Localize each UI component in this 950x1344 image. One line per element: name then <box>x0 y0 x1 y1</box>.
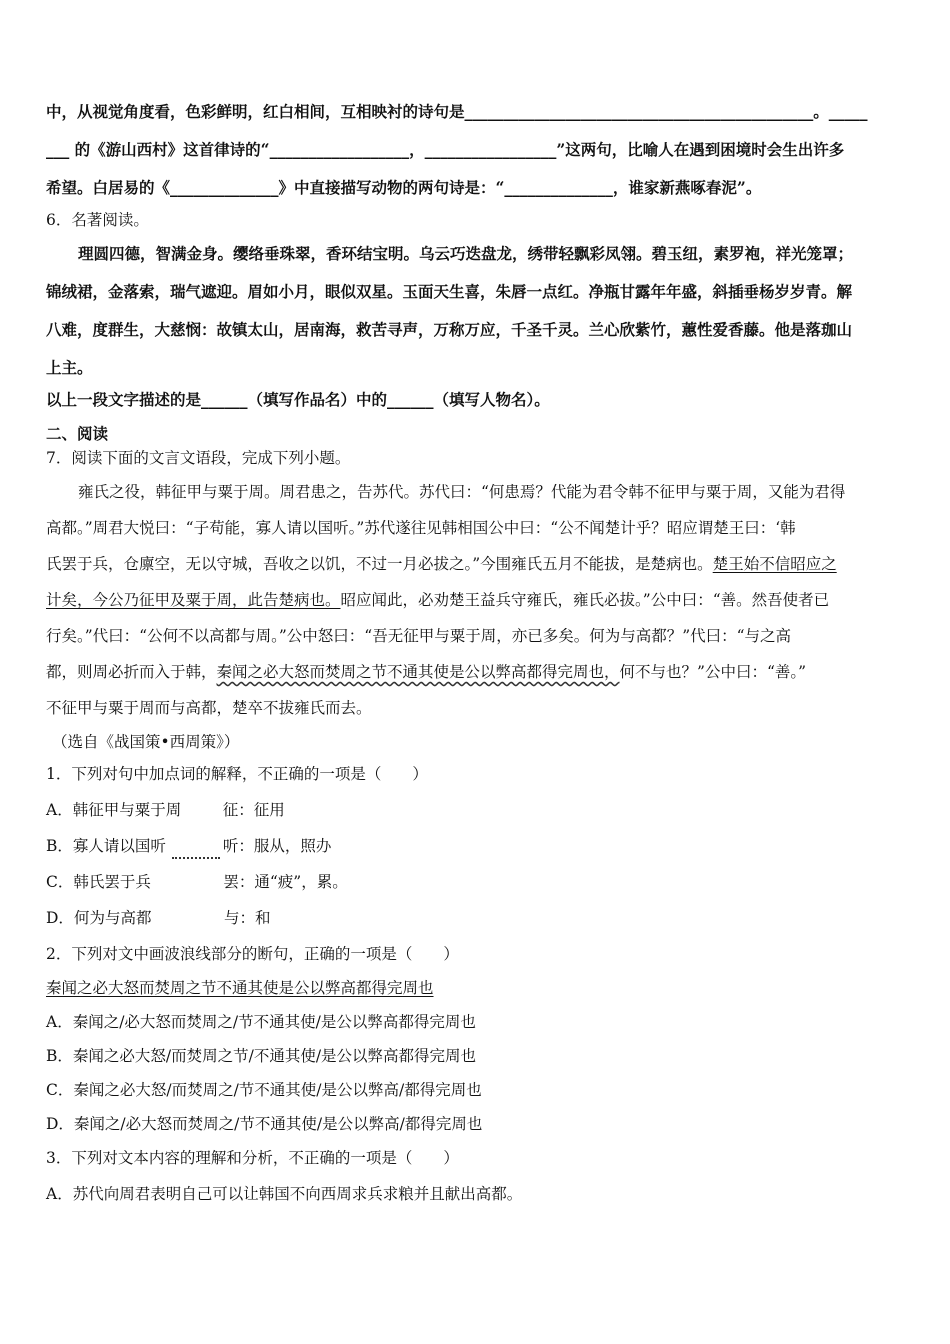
q7-source: （选自《战国策•西周策》） <box>52 733 240 751</box>
q7-underlined-text: 楚王始不信昭应之 <box>712 555 837 573</box>
option-letter: B． <box>46 837 73 855</box>
sub2-option: D．秦闻之/必大怒而焚周之/节不通其使/是公以弊高/都得完周也 <box>46 1115 483 1133</box>
emphasis-dots <box>172 857 220 859</box>
option-letter: A． <box>46 801 73 819</box>
q7-wavy-underlined-text: 秦闻之必大怒而焚周之节不通其使是公以弊高都得完周也， <box>216 663 620 681</box>
option-letter: C． <box>46 873 74 891</box>
sub2-option: A．秦闻之/必大怒而焚周之/节不通其使/是公以弊高都得完周也 <box>46 1013 476 1031</box>
q7-passage-line <box>46 662 806 682</box>
option-phrase: 何为与高都 <box>73 909 152 927</box>
sub2-sentence: 秦闻之必大怒而焚周之节不通其使是公以弊高都得完周也 <box>46 979 434 997</box>
sub2-option: C．秦闻之必大怒/而焚周之/节不通其使/是公以弊高/都得完周也 <box>46 1081 482 1099</box>
option-phrase: 韩氏罢于兵 <box>73 873 151 891</box>
option-gloss: 罢：通“疲”，累。 <box>223 873 348 891</box>
q7-passage-text: 都，则周必折而入于韩， <box>46 663 217 681</box>
poetry-line-3: 希望。白居易的《______________》中直接描写动物的两句诗是：“______________，谁家新燕啄春泥”。 <box>46 178 762 197</box>
sub2-stem: 2．下列对文中画波浪线部分的断句，正确的一项是（ ） <box>46 945 459 963</box>
q7-passage-line: 行矣。”代曰：“公何不以高都与周。”公中怒曰：“吾无征甲与粟于周，亦已多矣。何为与高都？”代曰：“与之高 <box>46 627 792 645</box>
sub3-option: A．苏代向周君表明自己可以让韩国不向西周求兵求粮并且献出高都。 <box>46 1185 523 1203</box>
sub1-option-a <box>46 800 285 820</box>
sub1-stem: 1．下列对句中加点词的解释，不正确的一项是（ ） <box>46 765 428 783</box>
section-title: 二、阅读 <box>46 424 109 443</box>
poetry-line-2: ___ 的《游山西村》这首律诗的“__________________，_________________”这两句，比喻人在遇到困境时会生出许多 <box>46 140 845 159</box>
option-gloss: 与：和 <box>223 909 271 927</box>
q6-passage-line: 理圆四德，智满金身。缨络垂珠翠，香环结宝明。乌云巧迭盘龙，绣带轻飘彩凤翎。碧玉纽，素罗袍，祥光笼罩； <box>78 244 854 263</box>
option-phrase: 韩征甲与粟于周 <box>72 801 182 819</box>
q6-passage-line: 八难，度群生，大慈悯：故镇太山，居南海，救苦寻声，万称万应，千圣千灵。兰心欣紫竹，蕙性爱香藤。他是落珈山 <box>46 320 853 339</box>
option-letter: D． <box>46 909 74 927</box>
q7-heading: 7．阅读下面的文言文语段，完成下列小题。 <box>46 449 351 467</box>
q7-underlined-text: 计矣，今公乃征甲及粟于周，此告楚病也。 <box>46 591 341 609</box>
sub1-option-b <box>46 836 331 856</box>
q7-passage-text: 氏罢于兵，仓廪空，无以守城，吾收之以饥，不过一月必拔之。”今围雍氏五月不能拔，是楚病也。 <box>46 555 713 573</box>
q6-passage-line: 锦绒裙，金落索，瑞气遮迎。眉如小月，眼似双星。玉面天生喜，朱唇一点红。净瓶甘露年年盛，斜插垂杨岁岁青。解 <box>46 282 853 301</box>
q7-passage-text: 何不与也？”公中曰：“善。” <box>619 663 807 681</box>
q7-passage-line: 高都。”周君大悦曰：“子苟能，寡人请以国听。”苏代遂往见韩相国公中曰：“公不闻楚计乎？昭应谓楚王曰：‘韩 <box>46 519 796 537</box>
sub1-option-d <box>46 908 270 928</box>
q7-passage-line <box>46 590 829 610</box>
option-gloss: 征：征用 <box>222 801 285 819</box>
sub2-option: B．秦闻之必大怒/而焚周之节/不通其使/是公以弊高都得完周也 <box>46 1047 477 1065</box>
option-gloss: 听：服从，照办 <box>222 837 332 855</box>
q7-passage-line: 雍氏之役，韩征甲与粟于周。周君患之，告苏代。苏代曰：“何患焉？代能为君令韩不征甲与粟于周，又能为君得 <box>78 483 846 501</box>
q6-fill-prompt: 以上一段文字描述的是______（填写作品名）中的______（填写人物名）。 <box>46 390 550 409</box>
sub3-stem: 3．下列对文本内容的理解和分析，不正确的一项是（ ） <box>46 1149 459 1167</box>
q7-passage-line <box>46 554 837 574</box>
q6-passage-line: 上主。 <box>46 358 93 377</box>
q7-passage-text: 昭应闻此，必劝楚王益兵守雍氏，雍氏必拔。”公中曰：“善。然吾使者已 <box>340 591 830 609</box>
option-phrase: 寡人请以国听 <box>72 837 166 855</box>
sub1-option-c <box>46 872 348 892</box>
poetry-line-1: 中，从视觉角度看，色彩鲜明，红白相间，互相映衬的诗句是_____________________________________________。_____ <box>46 102 868 121</box>
q7-passage-line: 不征甲与粟于周而与高都，楚卒不拔雍氏而去。 <box>46 699 372 717</box>
q6-heading: 6．名著阅读。 <box>46 211 149 229</box>
